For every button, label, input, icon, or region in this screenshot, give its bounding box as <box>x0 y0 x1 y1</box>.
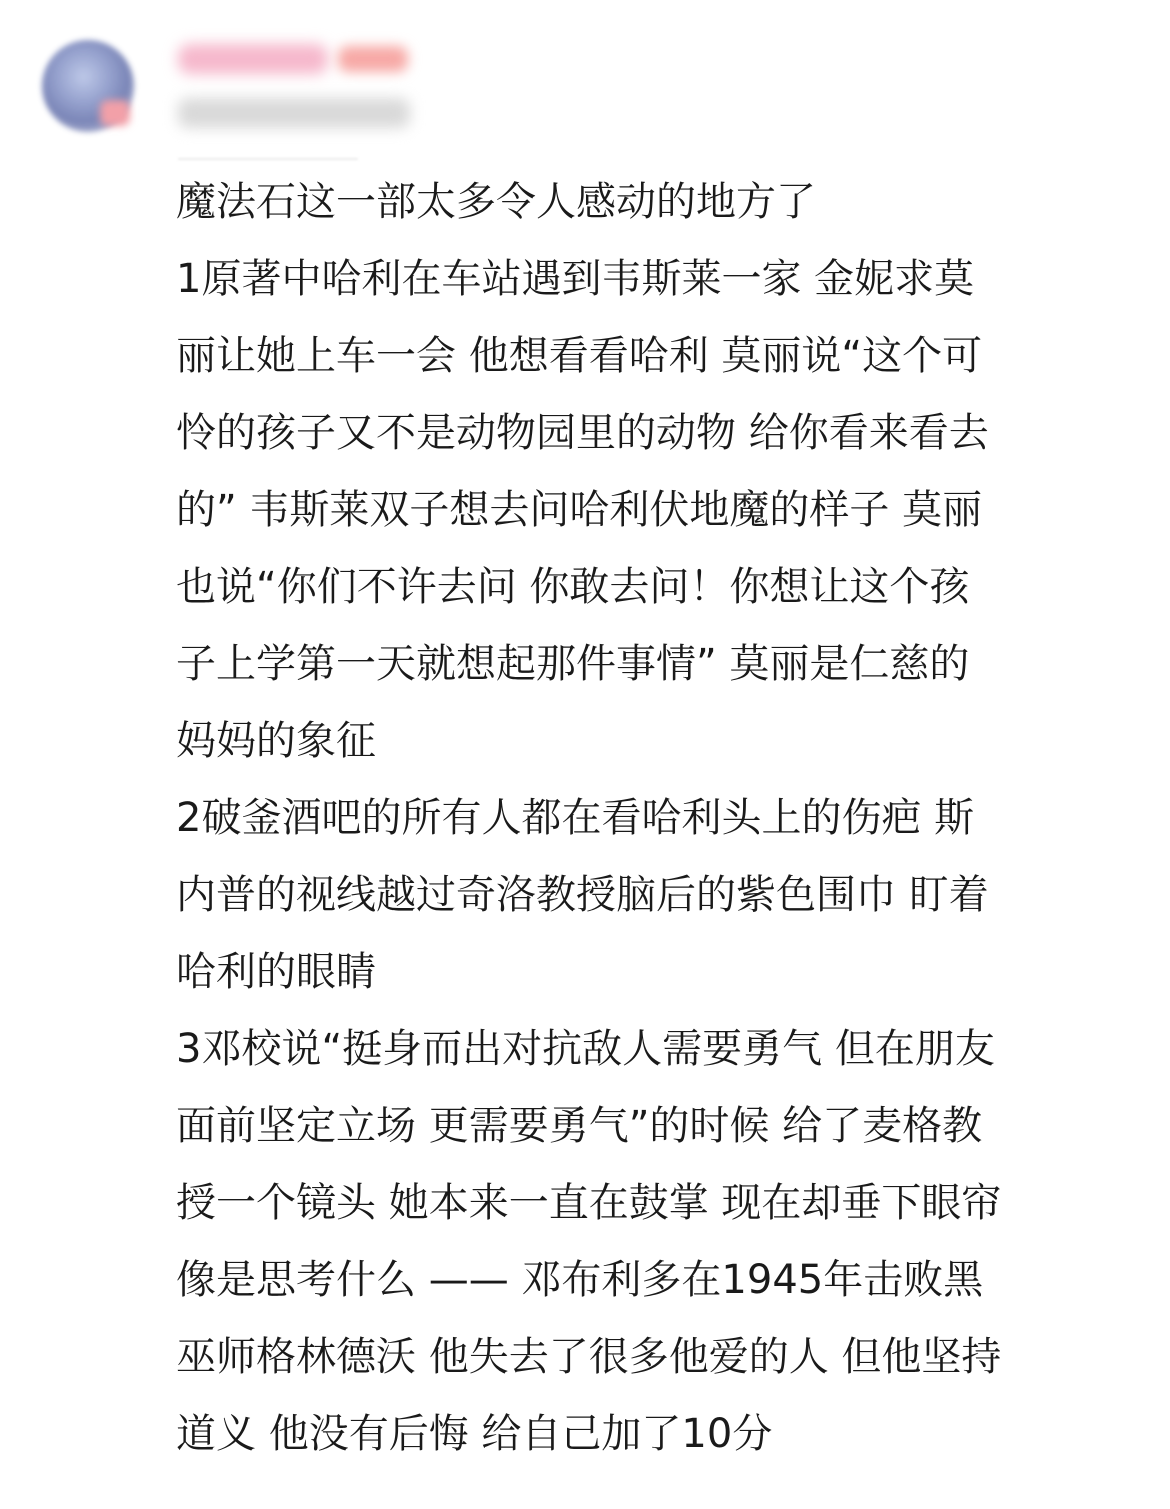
post-line: 子上学第一天就想起那件事情” 莫丽是仁慈的 <box>176 641 970 687</box>
post-line: 巫师格林德沃 他失去了很多他爱的人 但他坚持 <box>176 1334 1002 1380</box>
post-line: 道义 他没有后悔 给自己加了10分 <box>176 1411 773 1457</box>
username[interactable] <box>178 44 328 74</box>
post-line: 授一个镜头 她本来一直在鼓掌 现在却垂下眼帘 <box>176 1180 1002 1226</box>
author-tag-badge <box>338 46 408 72</box>
post-line: 内普的视线越过奇洛教授脑后的紫色围巾 盯着 <box>176 872 989 918</box>
post-line: 丽让她上车一会 他想看看哈利 莫丽说“这个可 <box>176 333 983 379</box>
post-line: 3邓校说“挺身而出对抗敌人需要勇气 但在朋友 <box>176 1026 995 1072</box>
post-line: 2破釜酒吧的所有人都在看哈利头上的伤疤 斯 <box>176 795 975 841</box>
post-line: 1原著中哈利在车站遇到韦斯莱一家 金妮求莫 <box>176 256 975 302</box>
post-body <box>176 164 1126 1473</box>
post-line: 像是思考什么 —— 邓布利多在1945年击败黑 <box>176 1257 984 1303</box>
avatar-badge-icon <box>100 100 130 126</box>
post-header <box>0 0 1170 160</box>
post-line: 的” 韦斯莱双子想去问哈利伏地魔的样子 莫丽 <box>176 487 983 533</box>
divider <box>178 158 358 160</box>
post-line: 魔法石这一部太多令人感动的地方了 <box>176 179 816 225</box>
post-meta <box>178 98 410 128</box>
post-line: 面前坚定立场 更需要勇气”的时候 给了麦格教 <box>176 1103 983 1149</box>
post-line: 哈利的眼睛 <box>176 949 376 995</box>
post-line: 妈妈的象征 <box>176 718 376 764</box>
post-line: 也说“你们不许去问 你敢去问！你想让这个孩 <box>176 564 970 610</box>
post-line: 怜的孩子又不是动物园里的动物 给你看来看去 <box>176 410 989 456</box>
